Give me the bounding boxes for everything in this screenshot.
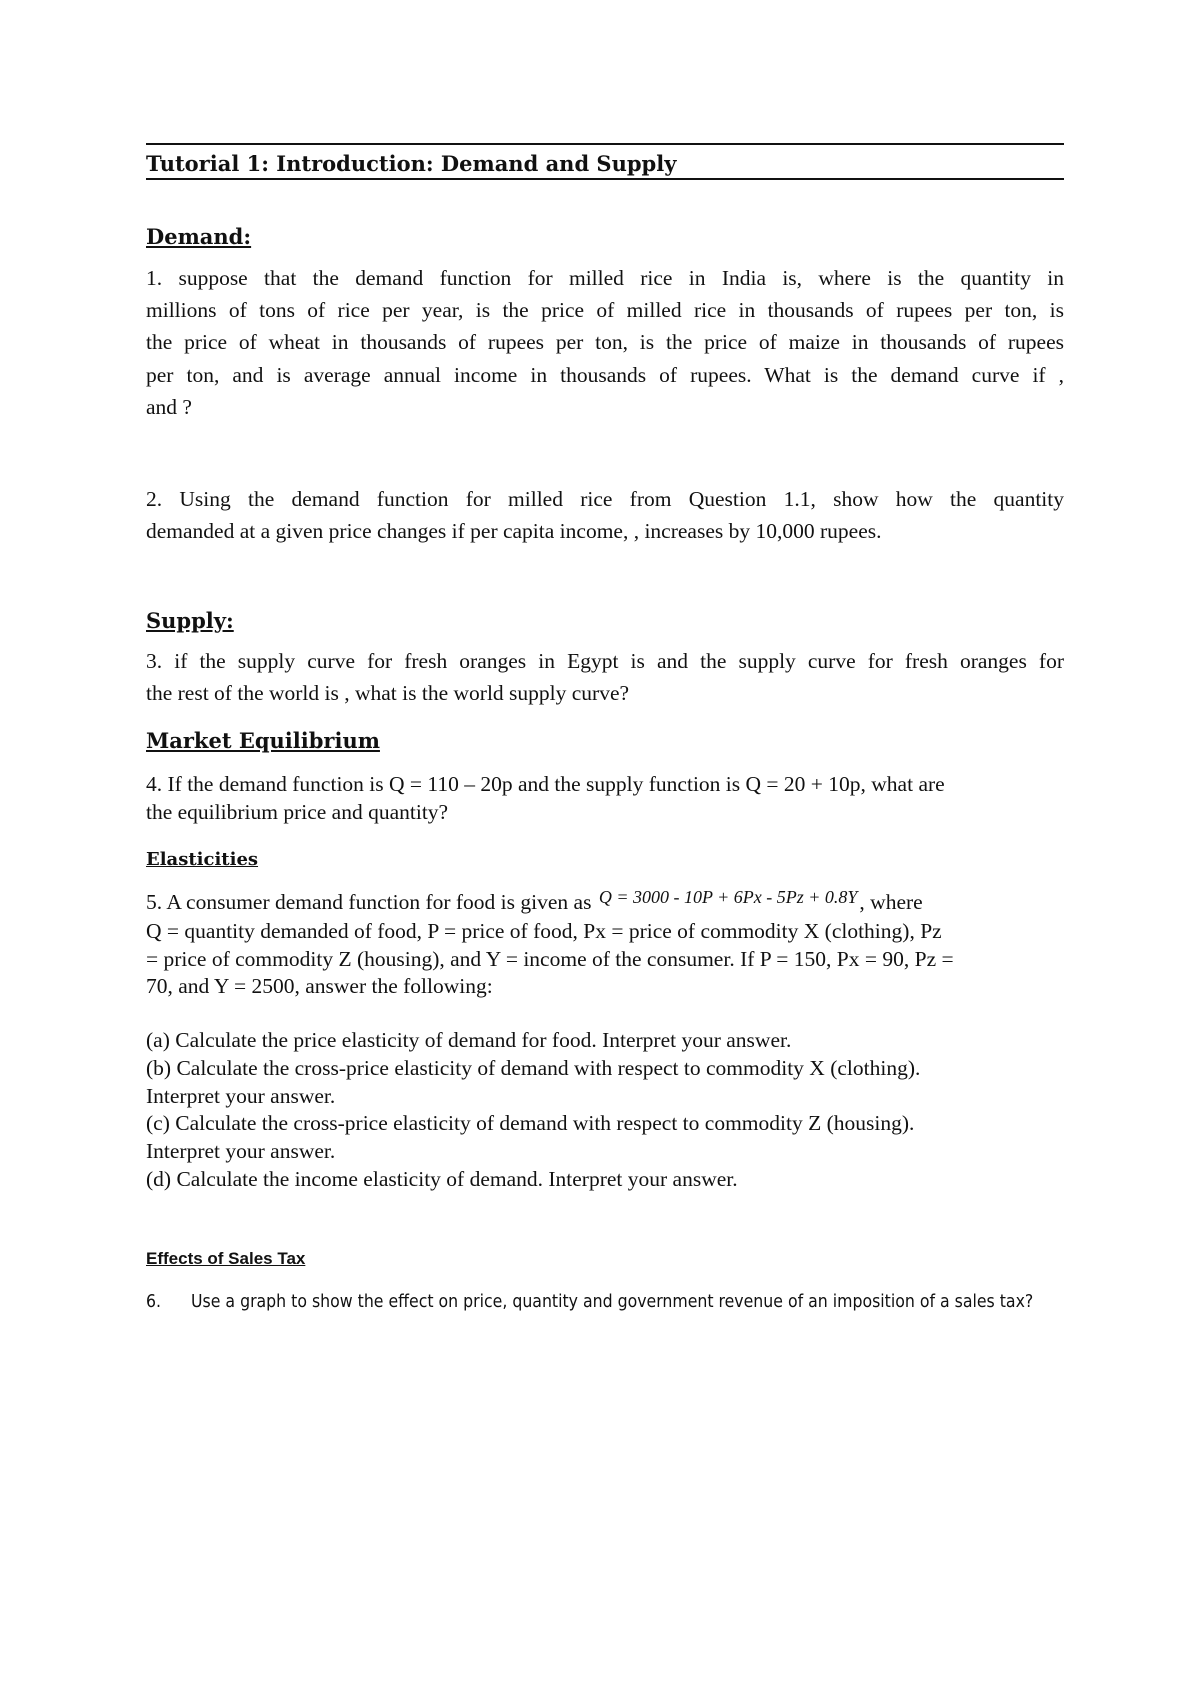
question-5-part: (c) Calculate the cross-price elasticity of demand with respect to commodity Z (housing).	[146, 1111, 915, 1136]
question-3	[146, 645, 1064, 709]
question-1-line: per ton, and is average annual income in thousands of rupees. What is the demand curve if ,	[146, 362, 1064, 387]
question-5-intro-text: 5. A consumer demand function for food is given as	[146, 890, 592, 914]
question-5	[146, 889, 1064, 1001]
question-1-line: millions of tons of rice per year, is the price of milled rice in thousands of rupees per ton, is	[146, 298, 1064, 323]
sales-tax-heading: Effects of Sales Tax	[146, 1249, 306, 1268]
question-5-part: (b) Calculate the cross-price elasticity of demand with respect to commodity X (clothing).	[146, 1055, 921, 1080]
question-3-line: 3. if the supply curve for fresh oranges in Egypt is and the supply curve for fresh oranges for	[146, 649, 1064, 673]
question-5-parts	[146, 1027, 1064, 1194]
question-5-part: (a) Calculate the price elasticity of demand for food. Interpret your answer.	[146, 1028, 792, 1052]
question-3-line: the rest of the world is , what is the world supply curve?	[146, 681, 630, 706]
question-1-line: the price of wheat in thousands of rupees per ton, is the price of maize in thousands of rupees	[146, 330, 1064, 355]
question-5-part: Interpret your answer.	[146, 1139, 336, 1164]
question-5-line: Q = quantity demanded of food, P = price of food, Px = price of commodity X (clothing), Pz	[146, 918, 942, 943]
question-4	[146, 771, 1064, 827]
question-5-intro-end: , where	[859, 890, 923, 914]
question-5-part: Interpret your answer.	[146, 1083, 336, 1108]
question-5-intro	[146, 889, 1064, 918]
title-top-rule	[146, 143, 1064, 145]
question-5-line: = price of commodity Z (housing), and Y = income of the consumer. If P = 150, Px = 90, Pz =	[146, 946, 954, 971]
question-5-line: 70, and Y = 2500, answer the following:	[146, 974, 493, 999]
demand-formula: Q = 3000 - 10P + 6Px - 5Pz + 0.8Y	[598, 887, 858, 907]
document-page	[146, 0, 1064, 1698]
question-2-line: demanded at a given price changes if per capita income, , increases by 10,000 rupees.	[146, 519, 882, 544]
question-1	[146, 262, 1064, 423]
supply-heading: Supply:	[146, 608, 234, 633]
question-2-line: 2. Using the demand function for milled rice from Question 1.1, show how the quantity	[146, 487, 1064, 511]
question-2	[146, 483, 1064, 547]
question-5-part: (d) Calculate the income elasticity of demand. Interpret your answer.	[146, 1166, 738, 1191]
question-1-line: 1. suppose that the demand function for milled rice in India is, where is the quantity in	[146, 266, 1064, 290]
elasticities-heading: Elasticities	[146, 849, 259, 870]
question-4-line: the equilibrium price and quantity?	[146, 799, 449, 824]
question-1-line: and ?	[146, 394, 192, 419]
market-equilibrium-heading: Market Equilibrium	[146, 728, 380, 753]
title-bottom-rule	[146, 178, 1064, 180]
document-title: Tutorial 1: Introduction: Demand and Supply	[146, 151, 677, 176]
question-4-line: 4. If the demand function is Q = 110 – 20p and the supply function is Q = 20 + 10p, what are	[146, 772, 945, 796]
question-6-text: Use a graph to show the effect on price, quantity and government revenue of an imposition of a sales tax?	[191, 1292, 1034, 1312]
question-6-number: 6.	[146, 1292, 162, 1312]
demand-heading: Demand:	[146, 224, 252, 249]
